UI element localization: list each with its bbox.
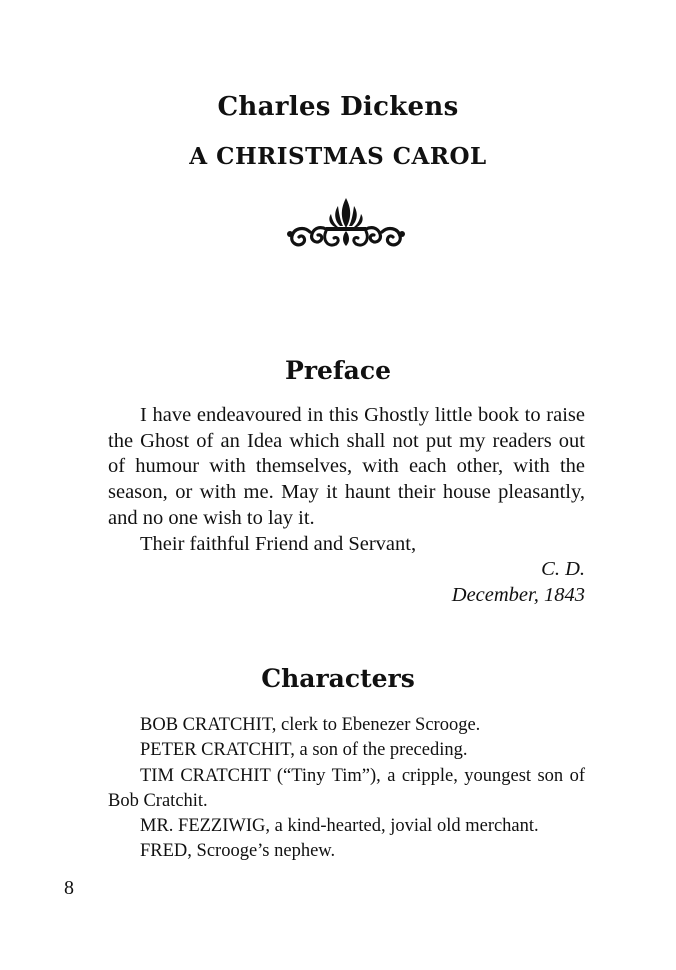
preface-date: December, 1843 <box>451 583 585 606</box>
list-item: BOB CRATCHIT, clerk to Ebenezer Scrooge. <box>140 715 481 735</box>
book-title: A CHRISTMAS CAROL <box>189 143 487 170</box>
preface-paragraph: I have endeavoured in this Ghostly little book to raise the Ghost of an Idea which shall not put my readers out of humour with themselves, with each other, with the season, or with me. May it haunt their house pleasantly, and no one wish to lay it. <box>108 404 585 529</box>
author-name: Charles Dickens <box>217 92 459 122</box>
preface-signature: C. D. <box>541 558 585 581</box>
page-number: 8 <box>64 877 74 899</box>
list-item: PETER CRATCHIT, a son of the preceding. <box>140 740 468 761</box>
list-item: MR. FEZZIWIG, a kind-hearted, jovial old merchant. <box>140 816 539 837</box>
characters-list <box>108 713 585 865</box>
preface-closing: Their faithful Friend and Servant, <box>140 532 417 555</box>
list-item: FRED, Scrooge’s nephew. <box>140 841 336 862</box>
preface-heading: Preface <box>285 356 391 385</box>
characters-heading: Characters <box>261 664 415 693</box>
floral-ornament-icon <box>282 196 410 252</box>
preface-body <box>108 403 585 609</box>
list-item: TIM CRATCHIT (“Tiny Tim”), a cripple, youngest son of Bob Cratchit. <box>108 765 585 811</box>
